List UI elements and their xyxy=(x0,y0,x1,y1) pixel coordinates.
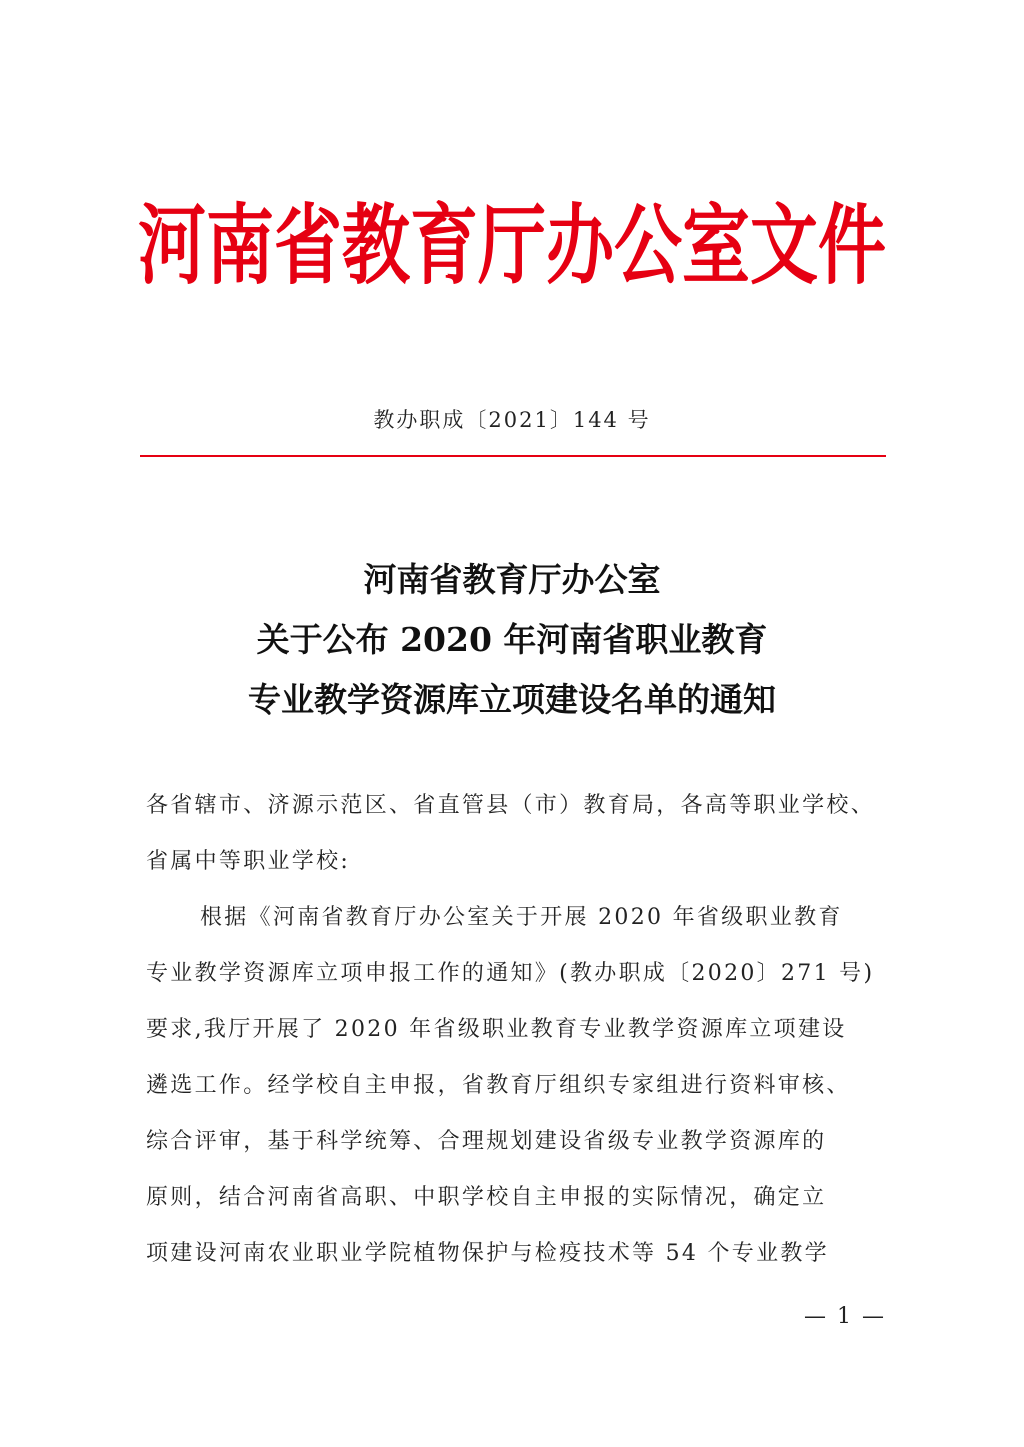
title-line: 关于公布 2020 年河南省职业教育 xyxy=(256,620,768,659)
red-divider-line xyxy=(140,455,886,457)
document-masthead xyxy=(0,194,1024,298)
body-line: 项建设河南农业职业学院植物保护与检疫技术等 54 个专业教学 xyxy=(146,1241,829,1266)
document-number: 教办职成〔2021〕144 号 xyxy=(373,408,651,432)
masthead-text: 河南省教育厅办公室文件 xyxy=(137,194,886,298)
body-line: 根据《河南省教育厅办公室关于开展 2020 年省级职业教育 xyxy=(200,905,843,930)
body-line: 原则，结合河南省高职、中职学校自主申报的实际情况，确定立 xyxy=(146,1185,827,1210)
body-line: 综合评审，基于科学统筹、合理规划建设省级专业教学资源库的 xyxy=(146,1129,827,1154)
page-number: — 1 — xyxy=(804,1304,886,1329)
title-line: 河南省教育厅办公室 xyxy=(363,560,661,599)
body-line: 专业教学资源库立项申报工作的通知》(教办职成〔2020〕271 号) xyxy=(146,961,875,986)
document-title xyxy=(0,550,1024,730)
body-line: 要求,我厅开展了 2020 年省级职业教育专业教学资源库立项建设 xyxy=(146,1017,847,1042)
document-body xyxy=(146,778,888,1282)
title-line: 专业教学资源库立项建设名单的通知 xyxy=(248,680,776,719)
addressee-line: 省属中等职业学校: xyxy=(146,849,351,874)
addressee-line: 各省辖市、济源示范区、省直管县（市）教育局，各高等职业学校、 xyxy=(146,793,876,818)
body-line: 遴选工作。经学校自主申报，省教育厅组织专家组进行资料审核、 xyxy=(146,1073,851,1098)
